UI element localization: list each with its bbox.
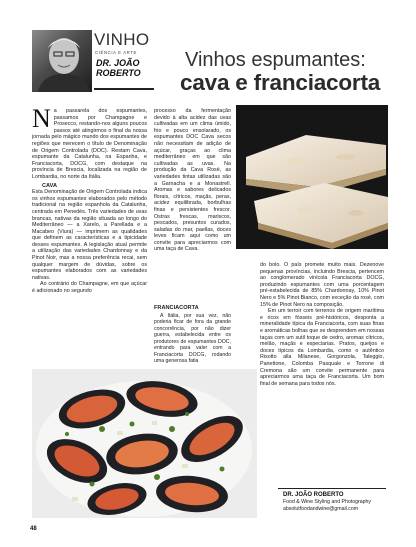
- author-portrait: [32, 30, 92, 92]
- cava-paragraph-2: Ao contrário do Champagne, em que açúcar é adicionado no segundo: [32, 281, 147, 295]
- author-portrait-icon: [32, 30, 92, 92]
- column-1: [32, 104, 147, 295]
- signature-rule: [278, 488, 386, 489]
- column-2: [154, 108, 231, 253]
- cava-continued: processo da fermentação devido à alta acidez das uvas cultivadas em um clima úmido, frio e pouco ensolarado, os espumantes DOC Cava secos não necessitam de adição de açúcar, graças ao clima mediterrâneo em que são cultivadas as uvas. Na produção da Cava Rosé, as variedades tintas utilizadas são a Garnacha e a Monastrell. Aromas e sabores delicados florais, cítricos, maçãs, peras, acidez equilibrada, borbulhas finas e persistentes frescor. Ostras frescas, mariscos, pescados, presuntos curados, saladas do mar, paellas, doces leves ficam aqui como um convite para apreciarmos com uma taça de Cava.: [154, 108, 231, 253]
- mussels-photo-icon: [32, 369, 257, 518]
- author-name-line1: DR. JOÃO: [96, 58, 140, 68]
- franciacorta-continued: do bolo. O país promete muito mais. Dezenove pequenas províncias, incluindo Brescia, pertencem ao conglomerado vinícola Franciacorta DOCG, produzindo espumantes com uma porcentagem pré-estabelecida de 85% Chardonnay, 10% Pinot Nero e 5% Pinot Bianco, com exceção da rosé, com 15% de Pinot Nero na composição.: [260, 262, 384, 308]
- franciacorta-paragraph: A Itália, por sua vez, não poderia ficar de fora da grande concorrência, por não dizer guerra, estabelecida entre os produtores de espumantes DOC, entrando para valer com a Franciacorta DOCG, rodando uma generosa fatia: [154, 312, 231, 365]
- dessert-photo-icon: [236, 105, 388, 249]
- franciacorta-terroir: Em um terroir com terrenos de origem marítima e ricos em fósseis pré-históricos, desponta a mineralidade típica da Franciacorta, com suas finas e aromáticas bolhas que se desprendem em nossas taças com um sutil toque de cedro, aromas cítricos, melão, maçãs e especiarias. Pratos, queijos e doces típicos da Lombardia, como o autêntico Risotto alla Milanese, Gorgonzola, Taleggio, Panettone, Colomba Pasquale e Torrone di Cremona são um convite permanente para apreciarmos uma taça de Franciacorta. Um bom final de semana para todos nós.: [260, 308, 384, 387]
- franciacorta-heading: FRANCIACORTA: [154, 305, 199, 311]
- header-divider: [94, 88, 154, 90]
- intro-paragraph: [32, 104, 147, 181]
- cava-heading: CAVA: [42, 182, 58, 189]
- signature-name: DR. JOÃO ROBERTO: [283, 492, 344, 498]
- signature-role: Food & Wine Styling and Photography: [283, 499, 371, 505]
- dessert-photo: [236, 105, 388, 249]
- drop-cap: N: [32, 104, 51, 133]
- cava-paragraph: Esta Denominação de Origem Controlada indica os vinhos espumantes elaborados pelo método tradicional na região espanhola da Catalunha, centrada em Penedès. Três variedades de uvas brancas, nativas da região situada ao longo do Mediterrâneo — a Xarelo, a Parellada e a Macabeo (Viura) — imprimem as qualidades que definem as características e a tipicidade desses espumantes. A legislação atual permite a utilização das variedades Chardonnay e da Pinot Noir, mas a nossa preferência recai, sem qualquer margem de dúvidas, sobre os espumantes elaborados com as variedades nativas.: [32, 189, 147, 281]
- franciacorta-section: [154, 305, 231, 365]
- mussels-photo: [32, 369, 257, 518]
- article-title-line1: Vinhos espumantes:: [185, 49, 366, 71]
- section-title: VINHO: [94, 30, 150, 49]
- page-number: 48: [30, 526, 37, 532]
- author-name-line2: ROBERTO: [96, 68, 141, 78]
- signature-email: absolutfoodandwine@gmail.com: [283, 506, 359, 512]
- column-3: [260, 262, 384, 387]
- intro-text: a passarela dos espumantes, passamos por Champagne e Prosecco, restando-nos alguns poucos passos até atingirmos o final da nossa jornada pelo mágico mundo dos espumantes de regiões que merecem o título de Denominação de Origem Controlada (DOC). Restam Cava, espumante da Catalunha, na Espanha, e Franciacorta, DOCG, com destaque na província de Brescia, localizada na região de Lombardia, no norte da Itália.: [32, 108, 147, 180]
- section-subtitle: CIÊNCIA E ARTE: [95, 50, 137, 55]
- article-title-line2: cava e franciacorta: [180, 70, 381, 95]
